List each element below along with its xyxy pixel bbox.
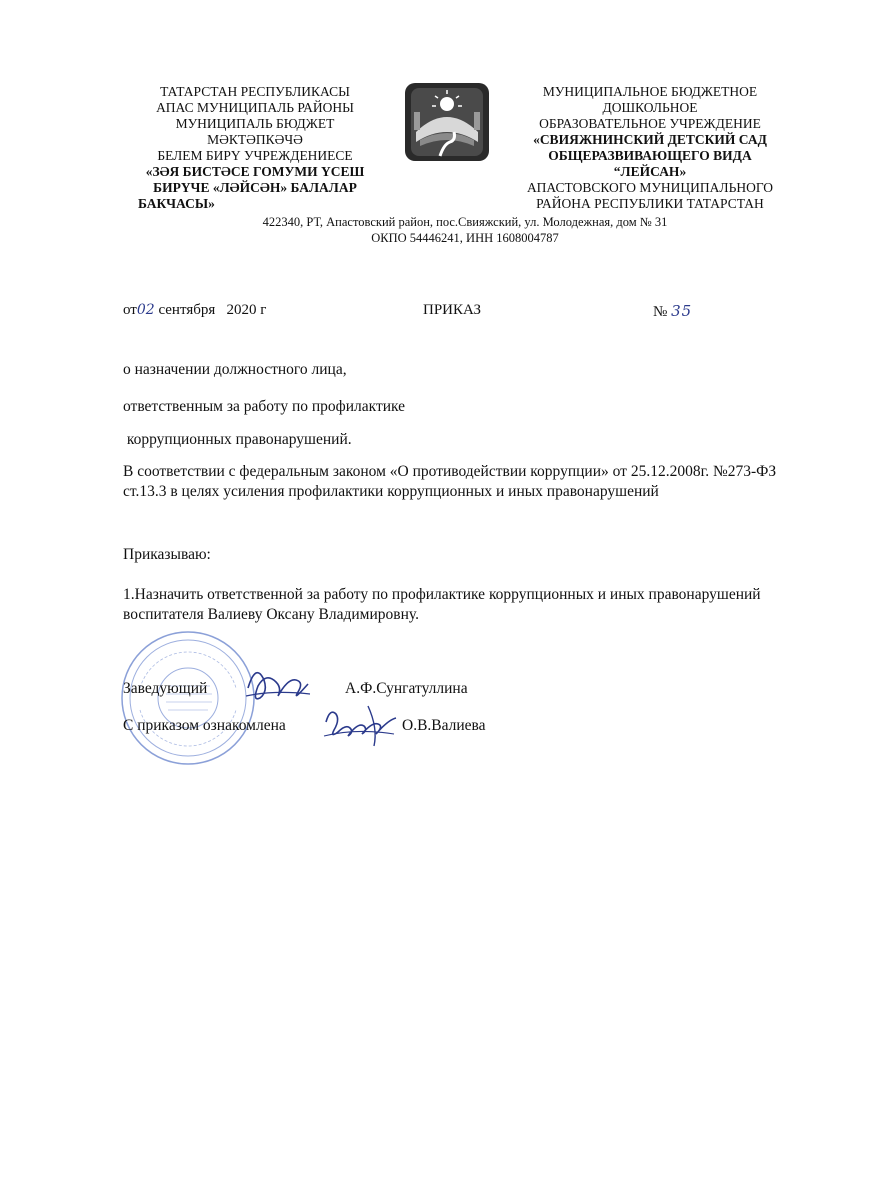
subject-line: коррупционных правонарушений.: [123, 431, 352, 448]
header-left-block: [110, 84, 400, 212]
header-left-line: МӘКТӘПКӘЧӘ: [207, 132, 303, 147]
order-number: [653, 302, 692, 321]
round-seal-stamp: [118, 628, 258, 768]
header-left-line: «ЗӘЯ БИСТӘСЕ ГОМУМИ ҮСЕШ: [145, 164, 365, 179]
okpo-inn-line: ОКПО 54446241, ИНН 1608004787: [371, 231, 559, 245]
header-right-line: ОБРАЗОВАТЕЛЬНОЕ УЧРЕЖДЕНИЕ: [539, 116, 761, 131]
header-right-line: «СВИЯЖНИНСКИЙ ДЕТСКИЙ САД: [533, 132, 767, 147]
header-right-line: РАЙОНА РЕСПУБЛИКИ ТАТАРСТАН: [536, 196, 764, 211]
header-right-block: [510, 84, 790, 212]
director-name: А.Ф.Сунгатуллина: [345, 680, 468, 697]
coat-of-arms-emblem: [404, 82, 490, 162]
header-left-line: БИРҮЧЕ «ЛӘЙСӘН» БАЛАЛАР: [153, 180, 357, 195]
header-left-line: БАКЧАСЫ»: [138, 196, 215, 211]
subject-line: о назначении должностного лица,: [123, 361, 347, 378]
handwritten-order-number: 35: [671, 302, 693, 320]
order-word: Приказываю:: [123, 546, 211, 563]
header-right-line: МУНИЦИПАЛЬНОЕ БЮДЖЕТНОЕ: [542, 84, 758, 99]
order-date: [123, 302, 266, 319]
address-block: [200, 214, 730, 246]
header-right-line: ДОШКОЛЬНОЕ: [602, 100, 698, 115]
handwritten-date-day: 02: [136, 302, 155, 318]
header-left-line: ТАТАРСТАН РЕСПУБЛИКАСЫ: [160, 84, 350, 99]
acknowledgement-name: О.В.Валиева: [402, 717, 486, 734]
order-title: ПРИКАЗ: [423, 302, 481, 318]
preamble-paragraph: В соответствии с федеральным законом «О противодействии коррупции» от 25.12.2008г. №273-ФЗ ст.13.3 в целях усиления профилактики коррупционных и иных правонарушений: [123, 463, 777, 500]
date-rest: сентября 2020 г: [154, 302, 267, 318]
number-prefix: №: [653, 304, 672, 320]
address-line: 422340, РТ, Апастовский район, пос.Свияжский, ул. Молодежная, дом № 31: [262, 215, 668, 229]
header-right-line: АПАСТОВСКОГО МУНИЦИПАЛЬНОГО: [526, 180, 774, 195]
header-left-line: АПАС МУНИЦИПАЛЬ РАЙОНЫ: [156, 100, 354, 115]
director-signature: [238, 658, 314, 708]
header-right-line: “ЛЕЙСАН»: [613, 164, 687, 179]
header-left-line: МУНИЦИПАЛЬ БЮДЖЕТ: [175, 116, 335, 131]
order-header-row: [123, 302, 723, 324]
date-prefix: от: [123, 302, 137, 318]
acknowledgement-signature: [318, 700, 400, 750]
order-item-1: 1.Назначить ответственной за работу по профилактике коррупционных и иных правонарушений воспитателя Валиеву Оксану Владимировну.: [123, 586, 761, 623]
director-label: Заведующий: [123, 680, 208, 697]
subject-line: ответственным за работу по профилактике: [123, 398, 406, 415]
header-right-line: ОБЩЕРАЗВИВАЮЩЕГО ВИДА: [548, 148, 752, 163]
acknowledgement-label: С приказом ознакомлена: [123, 717, 286, 734]
header-left-line: БЕЛЕМ БИРҮ УЧРЕЖДЕНИЕСЕ: [157, 148, 353, 163]
